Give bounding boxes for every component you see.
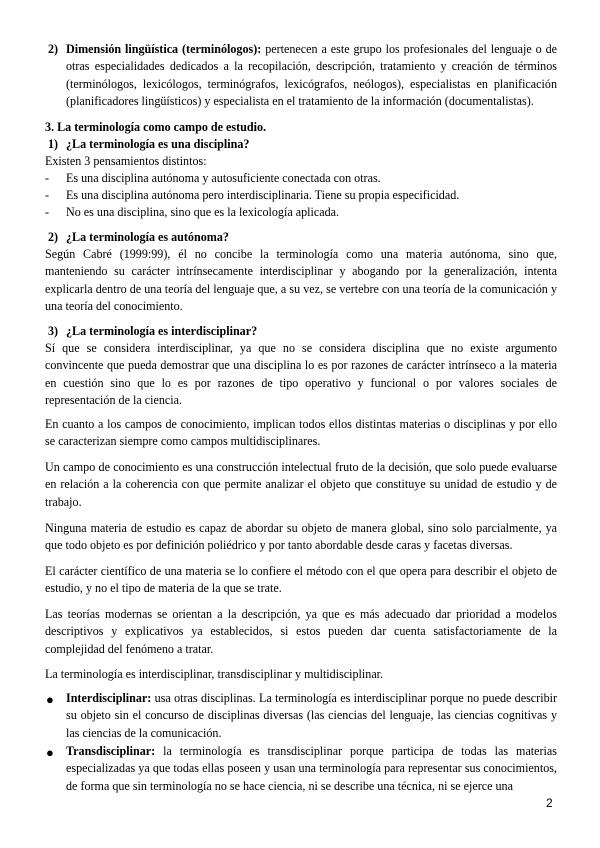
bullet-term: Transdisciplinar: — [66, 744, 156, 758]
item-2-term: Dimensión lingüística (terminólogos): — [66, 42, 262, 56]
body-paragraph: Un campo de conocimiento es una construcción intelectual fruto de la decisión, que solo puede evaluarse en relación a la coherencia con que permite analizar el objeto que constituye su unidad de estudio y de trabajo. — [45, 460, 557, 509]
dash-marker: - — [45, 171, 50, 185]
section-heading: 3. La terminología como campo de estudio. — [45, 120, 267, 134]
dash-marker: - — [45, 188, 50, 202]
question-3-title: ¿La terminología es interdisciplinar? — [66, 324, 258, 338]
dash-item: Es una disciplina autónoma pero interdisciplinaria. Tiene su propia especificidad. — [66, 188, 460, 202]
question-number: 3) — [48, 324, 59, 338]
item-2-text: pertenecen a este grupo los profesionales del lenguaje o de otras especialidades dedicados a la recopilación, descripción, tratamiento y creación de términos (terminólogos, lexicólogos, terminógrafos, lexicógrafos, neólogos), especialistas en planificación (planificadores lingüísticos) y especialista en el tratamiento de la información (documentalistas). — [66, 42, 557, 108]
dash-item: Es una disciplina autónoma y autosuficiente conectada con otras. — [66, 171, 381, 185]
question-3-paragraph: Sí que se considera interdisciplinar, ya que no se considera disciplina que no existe argumento convincente que pueda demostrar que una disciplina lo es por razones de carácter intrínseco a la materia en cuestión sino que lo es por razones de tipo operativo y funcional o por valores sociales de representación de la ciencia. — [45, 341, 557, 407]
question-2-paragraph: Según Cabré (1999:99), él no concibe la terminología como una materia autónoma, sino que, manteniendo su carácter intrínsecamente interdisciplinar y abogando por la generalización, intenta explicarla dentro de una teoría del lenguaje que, a su vez, se vertebre con una teoría de la comunicación y una teoría del conocimiento. — [45, 247, 557, 313]
question-2-title: ¿La terminología es autónoma? — [66, 230, 229, 244]
item-number: 2) — [48, 42, 59, 56]
bullet-text: la terminología es transdisciplinar porque participa de todas las materias especializadas ya que todas ellas poseen y usan una terminología para representar sus conocimientos, de forma que sin terminología no se hace ciencia, ni se describe una técnica, ni se ejerce una — [66, 744, 557, 793]
bullet-marker: ● — [46, 692, 54, 707]
question-number: 1) — [48, 137, 59, 151]
bullet-item — [66, 690, 557, 742]
dash-marker: - — [45, 205, 50, 219]
dash-item: No es una disciplina, sino que es la lexicología aplicada. — [66, 205, 340, 219]
bullet-text: usa otras disciplinas. La terminología es interdisciplinar porque no puede describir su objeto sin el concurso de disciplinas diversas (las ciencias del lenguaje, las ciencias cognitivas y las ciencias de la comunicación. — [66, 691, 557, 740]
item-2-paragraph — [66, 41, 557, 110]
question-1-title: ¿La terminología es una disciplina? — [66, 137, 250, 151]
body-paragraph: La terminología es interdisciplinar, transdisciplinar y multidisciplinar. — [45, 667, 384, 681]
body-paragraph: En cuanto a los campos de conocimiento, implican todos ellos distintas materias o disciplinas y por ello se caracterizan siempre como campos multidisciplinares. — [45, 417, 557, 449]
body-paragraph: Ninguna materia de estudio es capaz de abordar su objeto de manera global, sino solo parcialmente, ya que todo objeto es por definición poliédrico y por tanto abordable desde caras y facetas diversas. — [45, 521, 557, 553]
page-number: 2 — [546, 796, 553, 810]
bullet-item — [66, 743, 557, 795]
bullet-term: Interdisciplinar: — [66, 691, 152, 705]
bullet-marker: ● — [46, 745, 54, 760]
question-number: 2) — [48, 230, 59, 244]
intro-text: Existen 3 pensamientos distintos: — [45, 154, 207, 168]
body-paragraph: Las teorías modernas se orientan a la descripción, ya que es más adecuado dar prioridad a modelos descriptivos y explicativos ya establecidos, si estos pueden dar cuenta satisfactoriamente de la complejidad del fenómeno a tratar. — [45, 607, 557, 656]
body-paragraph: El carácter científico de una materia se lo confiere el método con el que opera para describir el objeto de estudio, y no el tipo de materia de la que se trate. — [45, 564, 557, 596]
